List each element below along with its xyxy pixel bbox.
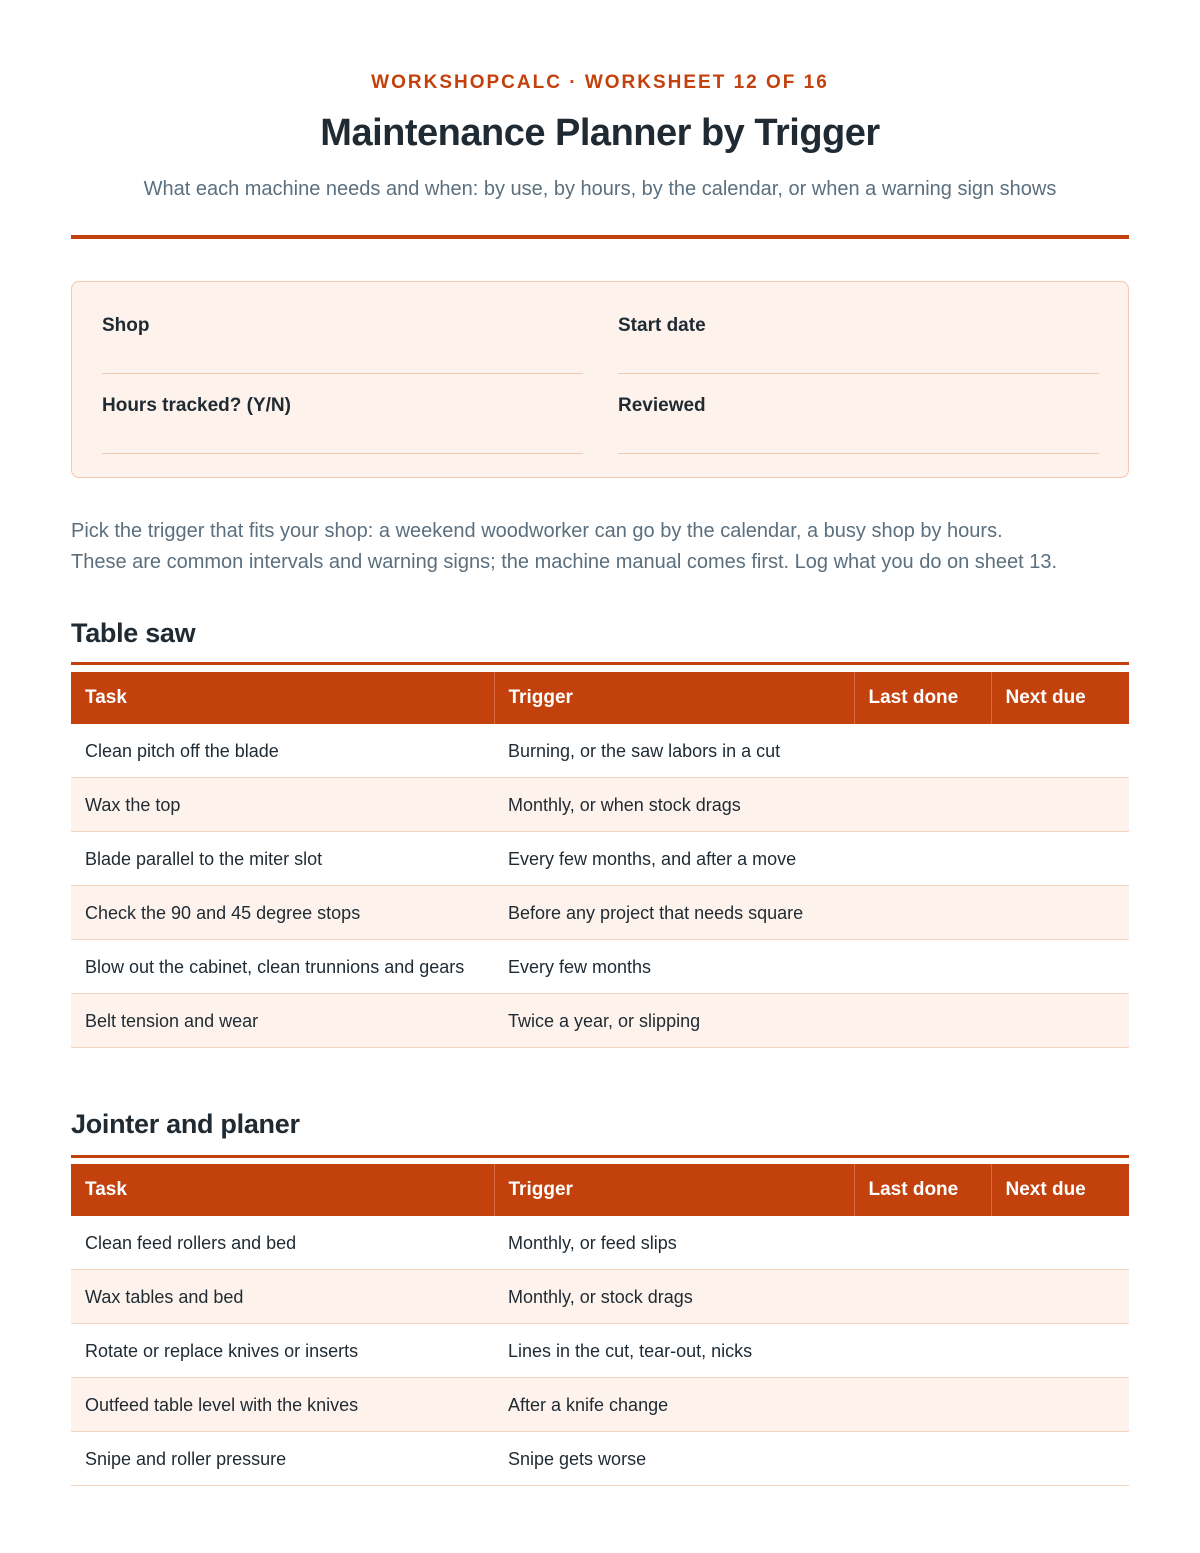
table-row <box>71 994 1129 1048</box>
last-done-cell[interactable] <box>854 1270 991 1324</box>
jointer-planer-table <box>71 1164 1129 1486</box>
column-header-next-due: Next due <box>991 672 1129 724</box>
table-row <box>71 832 1129 886</box>
header-divider <box>71 235 1129 239</box>
column-header-next-due: Next due <box>991 1164 1129 1216</box>
last-done-cell[interactable] <box>854 778 991 832</box>
page-title: Maintenance Planner by Trigger <box>320 112 880 154</box>
next-due-cell[interactable] <box>991 1216 1129 1270</box>
trigger-cell: Before any project that needs square <box>494 886 854 940</box>
table-row <box>71 886 1129 940</box>
last-done-cell[interactable] <box>854 886 991 940</box>
trigger-cell: After a knife change <box>494 1378 854 1432</box>
table-saw-table <box>71 672 1129 1048</box>
start-date-label: Start date <box>618 315 706 336</box>
section-title-jointer-planer: Jointer and planer <box>71 1109 300 1139</box>
table-row <box>71 1324 1129 1378</box>
hours-tracked-field[interactable] <box>102 371 583 454</box>
intro-text <box>71 516 1129 578</box>
intro-line-1: Pick the trigger that fits your shop: a weekend woodworker can go by the calendar, a busy shop by hours. <box>71 520 1003 542</box>
next-due-cell[interactable] <box>991 940 1129 994</box>
next-due-cell[interactable] <box>991 1432 1129 1486</box>
column-header-task: Task <box>71 672 494 724</box>
trigger-cell: Twice a year, or slipping <box>494 994 854 1048</box>
task-cell: Blow out the cabinet, clean trunnions and gears <box>71 940 494 994</box>
intro-line-2: These are common intervals and warning signs; the machine manual comes first. Log what you do on sheet 13. <box>71 551 1058 573</box>
section-title-table-saw: Table saw <box>71 618 196 648</box>
last-done-cell[interactable] <box>854 994 991 1048</box>
trigger-cell: Every few months, and after a move <box>494 832 854 886</box>
table-row <box>71 1432 1129 1486</box>
next-due-cell[interactable] <box>991 1270 1129 1324</box>
info-fields-box <box>71 281 1129 478</box>
table-row <box>71 1216 1129 1270</box>
last-done-cell[interactable] <box>854 832 991 886</box>
section-divider-table-saw <box>71 662 1129 665</box>
trigger-cell: Snipe gets worse <box>494 1432 854 1486</box>
worksheet-eyebrow: WORKSHOPCALC · WORKSHEET 12 OF 16 <box>371 72 829 93</box>
next-due-cell[interactable] <box>991 832 1129 886</box>
shop-field[interactable] <box>102 291 583 374</box>
column-header-trigger: Trigger <box>494 672 854 724</box>
trigger-cell: Burning, or the saw labors in a cut <box>494 724 854 778</box>
last-done-cell[interactable] <box>854 1324 991 1378</box>
task-cell: Wax the top <box>71 778 494 832</box>
hours-tracked-label: Hours tracked? (Y/N) <box>102 395 291 416</box>
trigger-cell: Monthly, or when stock drags <box>494 778 854 832</box>
table-row <box>71 1378 1129 1432</box>
last-done-cell[interactable] <box>854 1432 991 1486</box>
task-cell: Snipe and roller pressure <box>71 1432 494 1486</box>
task-cell: Outfeed table level with the knives <box>71 1378 494 1432</box>
trigger-cell: Monthly, or feed slips <box>494 1216 854 1270</box>
trigger-cell: Lines in the cut, tear-out, nicks <box>494 1324 854 1378</box>
column-header-last-done: Last done <box>854 1164 991 1216</box>
trigger-cell: Monthly, or stock drags <box>494 1270 854 1324</box>
table-row <box>71 940 1129 994</box>
start-date-field[interactable] <box>618 291 1099 374</box>
last-done-cell[interactable] <box>854 940 991 994</box>
next-due-cell[interactable] <box>991 724 1129 778</box>
task-cell: Clean feed rollers and bed <box>71 1216 494 1270</box>
table-row <box>71 778 1129 832</box>
task-cell: Wax tables and bed <box>71 1270 494 1324</box>
reviewed-field[interactable] <box>618 371 1099 454</box>
column-header-trigger: Trigger <box>494 1164 854 1216</box>
task-cell: Blade parallel to the miter slot <box>71 832 494 886</box>
table-row <box>71 1270 1129 1324</box>
table-header-row <box>71 1164 1129 1216</box>
table-row <box>71 724 1129 778</box>
next-due-cell[interactable] <box>991 886 1129 940</box>
last-done-cell[interactable] <box>854 724 991 778</box>
column-header-last-done: Last done <box>854 672 991 724</box>
trigger-cell: Every few months <box>494 940 854 994</box>
next-due-cell[interactable] <box>991 1378 1129 1432</box>
table-header-row <box>71 672 1129 724</box>
task-cell: Check the 90 and 45 degree stops <box>71 886 494 940</box>
last-done-cell[interactable] <box>854 1378 991 1432</box>
shop-label: Shop <box>102 315 150 336</box>
column-header-task: Task <box>71 1164 494 1216</box>
page-subtitle: What each machine needs and when: by use, by hours, by the calendar, or when a warning sign shows <box>143 178 1057 200</box>
next-due-cell[interactable] <box>991 994 1129 1048</box>
next-due-cell[interactable] <box>991 778 1129 832</box>
task-cell: Clean pitch off the blade <box>71 724 494 778</box>
task-cell: Belt tension and wear <box>71 994 494 1048</box>
task-cell: Rotate or replace knives or inserts <box>71 1324 494 1378</box>
section-divider-jointer-planer <box>71 1155 1129 1158</box>
reviewed-label: Reviewed <box>618 395 706 416</box>
last-done-cell[interactable] <box>854 1216 991 1270</box>
next-due-cell[interactable] <box>991 1324 1129 1378</box>
